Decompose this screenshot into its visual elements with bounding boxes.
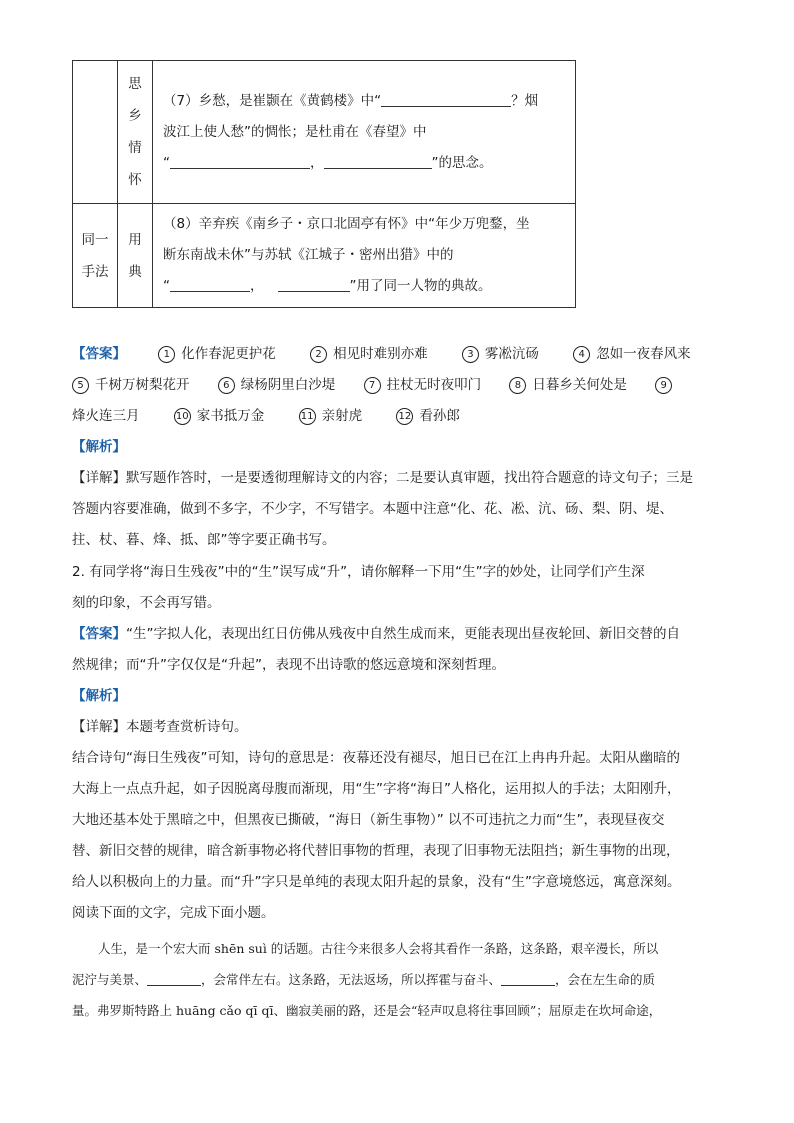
category-cell — [73, 204, 118, 308]
detail-text: 给人以积极向上的力量。而“升”字只是单纯的表现太阳升起的景象，没有“生”字意境悠远，寓意深刻。 — [72, 874, 681, 890]
category-text: 手法 — [81, 263, 109, 280]
detail-text: 大地还基本处于黑暗之中，但黑夜已撕破，“海日（新生事物）” 以不可违抗之力而“生”，表现昼夜交 — [72, 812, 665, 828]
answer-text: 家书抵万金 — [196, 408, 265, 424]
subcategory-cell — [118, 204, 153, 308]
answer-item — [655, 370, 678, 401]
answer-text: 化作春泥更护花 — [181, 346, 276, 362]
detail-label: 【详解】 — [72, 719, 126, 735]
answer-text: 绿杨阴里白沙堤 — [240, 377, 336, 393]
answer-item — [364, 370, 482, 401]
q7-text: ”的思念。 — [431, 154, 493, 171]
q7-text: ？烟 — [511, 92, 539, 109]
answer-item — [396, 401, 460, 432]
category-cell — [73, 61, 118, 204]
category-text: 同一 — [81, 231, 109, 248]
answer-text: 然规律；而“升”字仅仅是“升起”，表现不出诗歌的悠远意境和深刻哲理。 — [72, 657, 505, 673]
answer-item — [72, 370, 190, 401]
answer-item — [509, 370, 627, 401]
answer-label: 【答案】 — [72, 346, 126, 362]
q8-text: （8）辛弃疾《南乡子・京口北固亭有怀》中“年少万兜鍪，坐 — [163, 216, 530, 232]
circled-number: 10 — [174, 408, 191, 425]
answer-blank[interactable] — [278, 276, 350, 292]
circled-number: 1 — [158, 346, 175, 363]
q8-text: “ — [163, 278, 170, 294]
q8-text: 断东南战未休”与苏轼《江城子・密州出猎》中的 — [163, 247, 454, 263]
answer-label: 【答案】 — [72, 626, 126, 642]
q7-text: “ — [163, 154, 170, 171]
answer-blank[interactable] — [170, 153, 310, 169]
question-7-cell — [153, 61, 576, 204]
passage-text: ，会常伴左右。这条路，无法返场，所以挥霍与奋斗、 — [201, 972, 502, 987]
analysis-label: 【解析】 — [72, 688, 126, 704]
subcategory-char: 情 — [128, 140, 142, 156]
answer-item — [462, 339, 539, 370]
answer-text: 烽火连三月 — [72, 408, 140, 424]
answer-text: 相见时难别亦难 — [333, 346, 428, 362]
answer-item — [573, 339, 691, 370]
detail-text: 替、新旧交替的规律，暗含新事物必将代替旧事物的哲理，表现了旧事物无法阻挡；新生事物的出现， — [72, 843, 680, 859]
answer-item — [72, 401, 140, 432]
passage-line: 量。弗罗斯特路上 huāng cǎo qī qī、幽寂美丽的路，还是会“轻声叹息将往事回顾”；屈原走在坎坷命途， — [72, 1003, 662, 1018]
circled-number: 5 — [72, 377, 89, 394]
subcategory-char: 用 — [128, 231, 142, 248]
answer-blank[interactable] — [381, 91, 511, 107]
detail-label: 【详解】 — [72, 470, 126, 486]
passage-text: 泥泞与美景、 — [72, 972, 148, 987]
analysis-text: 默写题作答时，一是要透彻理解诗文的内容；二是要认真审题，找出符合题意的诗文句子；三是 — [126, 470, 693, 486]
poetry-table — [72, 60, 576, 308]
passage-line: 人生，是一个宏大而 shēn suì 的话题。古往今来很多人会将其看作一条路，这条路，艰辛漫长，所以 — [98, 941, 659, 956]
circled-number: 8 — [509, 377, 526, 394]
q7-text: ， — [310, 154, 324, 171]
answer-text: 日暮乡关何处是 — [532, 377, 627, 393]
answer-text: 雾凇沆砀 — [484, 346, 539, 362]
q8-text: ”用了同一人物的典故。 — [349, 278, 492, 294]
subcategory-char: 怀 — [128, 172, 142, 188]
q8-text: ， — [250, 278, 264, 294]
answer-text: 看孙郎 — [419, 408, 460, 424]
analysis-label: 【解析】 — [72, 439, 126, 455]
subcategory-char: 思 — [128, 76, 142, 92]
question-text: 刻的印象，不会再写错。 — [72, 595, 221, 611]
analysis-text: 答题内容要准确，做到不多字，不少字，不写错字。本题中注意“化、花、凇、沆、砀、梨、阴、堤、 — [72, 501, 673, 517]
answer-text: 千树万树梨花开 — [95, 377, 190, 393]
answer-text: 亲射虎 — [321, 408, 363, 424]
answer-item — [158, 339, 276, 370]
passage-blank[interactable] — [501, 971, 555, 986]
q7-text: 波江上使人愁”的惆怅；是杜甫在《春望》中 — [163, 123, 427, 140]
question-text: 2. 有同学将“海日生残夜”中的“生”误写成“升”，请你解释一下用“生”字的妙处，让同学们产生深 — [72, 564, 645, 580]
table-row — [73, 61, 576, 204]
answer-blank[interactable] — [170, 276, 250, 292]
answer-blank[interactable] — [324, 153, 432, 169]
answer-text: “生”字拟人化，表现出红日仿佛从残夜中自然生成而来，更能表现出昼夜轮回、新旧交替的自 — [126, 626, 680, 642]
answer-text: 忽如一夜春风来 — [596, 346, 691, 362]
circled-number: 12 — [396, 408, 413, 425]
detail-text: 本题考查赏析诗句。 — [126, 719, 248, 735]
reading-passage — [72, 933, 732, 1026]
passage-text: ，会在左生命的质 — [555, 972, 656, 987]
answer-item — [299, 401, 363, 432]
answer-item — [174, 401, 265, 432]
circled-number: 11 — [299, 408, 316, 425]
answer-text: 拄杖无时夜叩门 — [386, 377, 482, 393]
circled-number: 6 — [218, 377, 235, 394]
subcategory-char: 乡 — [128, 108, 142, 124]
circled-number: 2 — [310, 346, 327, 363]
answer-item — [310, 339, 428, 370]
subcategory-cell — [118, 61, 153, 204]
subcategory-char: 典 — [128, 263, 142, 280]
detail-text: 大海上一点点升起，如子因脱离母腹而渐现，用“生”字将“海日”人格化，运用拟人的手法；太阳刚升， — [72, 781, 681, 797]
answer-item — [218, 370, 336, 401]
detail-text: 结合诗句“海日生残夜”可知，诗句的意思是：夜幕还没有褪尽，旭日已在江上冉冉升起。太阳从幽暗的 — [72, 750, 680, 766]
circled-number: 7 — [364, 377, 381, 394]
circled-number: 9 — [655, 377, 672, 394]
circled-number: 3 — [462, 346, 479, 363]
question-2-section — [72, 557, 732, 929]
reading-instruction: 阅读下面的文字，完成下面小题。 — [72, 905, 275, 921]
question-8-cell — [153, 204, 576, 308]
q7-text: （7）乡愁，是崔颢在《黄鹤楼》中“ — [163, 92, 382, 109]
table-row — [73, 204, 576, 308]
circled-number: 4 — [573, 346, 590, 363]
passage-blank[interactable] — [147, 971, 201, 986]
analysis-text: 拄、杖、暮、烽、抵、郎”等字要正确书写。 — [72, 532, 336, 548]
answer-section — [72, 339, 732, 556]
